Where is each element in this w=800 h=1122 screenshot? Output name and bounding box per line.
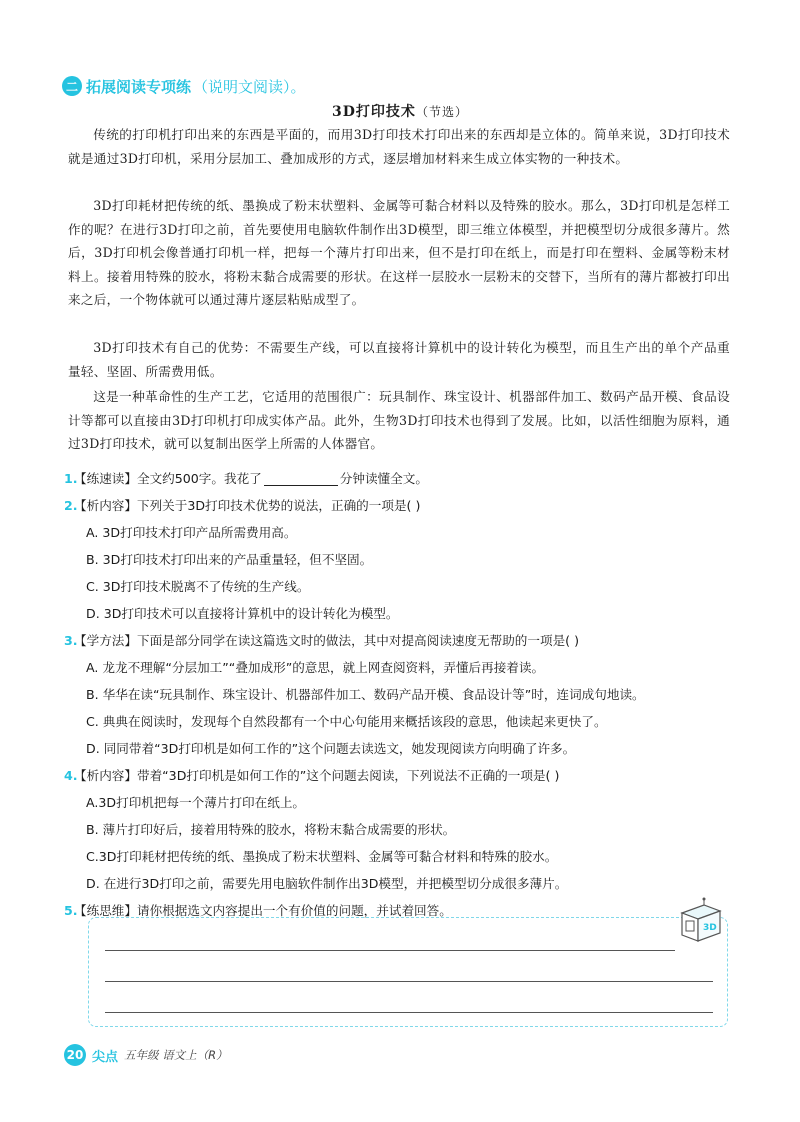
option-item: A.3D打印机把每一个薄片打印在纸上。: [86, 795, 306, 810]
page-footer: [64, 1044, 228, 1066]
question-tag: 【练思维】: [74, 903, 137, 918]
question-number: 4.: [64, 768, 78, 783]
option-item: B. 薄片打印好后，接着用特殊的胶水，将粉末黏合成需要的形状。: [86, 822, 456, 837]
option-item: C. 3D打印技术脱离不了传统的生产线。: [86, 579, 310, 594]
option-item: A. 龙龙不理解“分层加工”“叠加成形”的意思，就上网查阅资料，弄懂后再接着读。: [86, 660, 545, 675]
page-number: 20: [64, 1044, 86, 1066]
question-4: [64, 762, 736, 789]
answer-line[interactable]: [105, 950, 675, 951]
question-number: 5.: [64, 903, 78, 918]
article-paragraph: 传统的打印机打印出来的东西是平面的，而用3D打印技术打印出来的东西却是立体的。简单来说，3D打印技术就是通过3D打印机，采用分层加工、叠加成形的方式，逐层增加材料来生成立体实物的一种技术。: [68, 127, 730, 166]
option-item: D. 在进行3D打印之前，需要先用电脑软件制作出3D模型，并把模型切分成很多薄片。: [86, 876, 568, 891]
question-tag: 【学方法】: [74, 633, 137, 648]
option-item: C.3D打印耗材把传统的纸、墨换成了粉末状塑料、金属等可黏合材料和特殊的胶水。: [86, 849, 558, 864]
question-tag: 【析内容】: [74, 768, 137, 783]
article-paragraph: 3D打印技术有自己的优势：不需要生产线，可以直接将计算机中的设计转化为模型，而且生产出的单个产品重量轻、坚固、所需费用低。: [68, 340, 730, 379]
grade-label: 五年级 语文上（R）: [124, 1048, 228, 1062]
section-heading: [62, 74, 306, 98]
question-text: 分钟读懂全文。: [339, 471, 428, 486]
question-tag: 【练速读】: [74, 471, 137, 486]
option-item: D. 同同带着“3D打印机是如何工作的”这个问题去读选文，她发现阅读方向明确了许多。: [86, 741, 576, 756]
question-list: [64, 465, 736, 924]
question-2: [64, 492, 736, 519]
question-text: 下列关于3D打印技术优势的说法，正确的一项是( ): [136, 498, 421, 513]
question-text: 全文约500字。我花了: [136, 471, 262, 486]
option-item: B. 华华在读“玩具制作、珠宝设计、机器部件加工、数码产品开模、食品设计等”时，连词成句地读。: [86, 687, 645, 702]
answer-box[interactable]: [88, 917, 728, 1027]
article-title-text: 3D打印技术: [332, 104, 416, 120]
question-text: 请你根据选文内容提出一个有价值的问题，并试着回答。: [136, 903, 452, 918]
option-item: D. 3D打印技术可以直接将计算机中的设计转化为模型。: [86, 606, 399, 621]
section-subtitle: （说明文阅读）。: [193, 77, 306, 96]
section-number-icon: 二: [62, 76, 82, 96]
option-item: C. 典典在阅读时，发现每个自然段都有一个中心句能用来概括该段的意思，他读起来更快了。: [86, 714, 607, 729]
question-text: 下面是部分同学在读这篇选文时的做法，其中对提高阅读速度无帮助的一项是( ): [136, 633, 579, 648]
option-item: B. 3D打印技术打印出来的产品重量轻，但不坚固。: [86, 552, 373, 567]
article-paragraph: 3D打印耗材把传统的纸、墨换成了粉末状塑料、金属等可黏合材料以及特殊的胶水。那么，3D打印机是怎样工作的呢？在进行3D打印之前，首先要使用电脑软件制作出3D模型，即三维立体模型，并把模型切分成很多薄片。然后，3D打印机会像普通打印机一样，把每一个薄片打印出来，但不是打印在纸上，而是打印在塑料、金属等粉末材料上。接着用特殊的胶水，将粉末黏合成需要的形状。在这样一层胶水一层粉末的交替下，当所有的薄片都被打印出来之后，一个物体就可以通过薄片逐层粘贴成型了。: [68, 198, 730, 307]
article-paragraph: 这是一种革命性的生产工艺，它适用的范围很广：玩具制作、珠宝设计、机器部件加工、数码产品开模、食品设计等都可以直接由3D打印机打印成实体产品。此外，生物3D打印技术也得到了发展。比如，以活性细胞为原料，通过3D打印技术，就可以复制出医学上所需的人体器官。: [68, 389, 730, 451]
question-number: 1.: [64, 471, 78, 486]
brand-logo: 尖点: [92, 1049, 119, 1065]
answer-blank[interactable]: [264, 471, 338, 486]
svg-text:3D: 3D: [703, 923, 717, 933]
section-title: 拓展阅读专项练: [86, 77, 192, 96]
answer-line[interactable]: [105, 1012, 713, 1013]
question-tag: 【析内容】: [74, 498, 137, 513]
question-number: 2.: [64, 498, 78, 513]
answer-line[interactable]: [105, 981, 713, 982]
option-item: A. 3D打印技术打印产品所需费用高。: [86, 525, 297, 540]
3d-printer-icon: [676, 897, 726, 947]
question-text: 带着“3D打印机是如何工作的”这个问题去阅读，下列说法不正确的一项是( ): [136, 768, 560, 783]
question-1: [64, 465, 736, 492]
question-3: [64, 627, 736, 654]
article-title: [0, 101, 800, 121]
article-title-note: （节选）: [415, 105, 468, 119]
question-number: 3.: [64, 633, 78, 648]
